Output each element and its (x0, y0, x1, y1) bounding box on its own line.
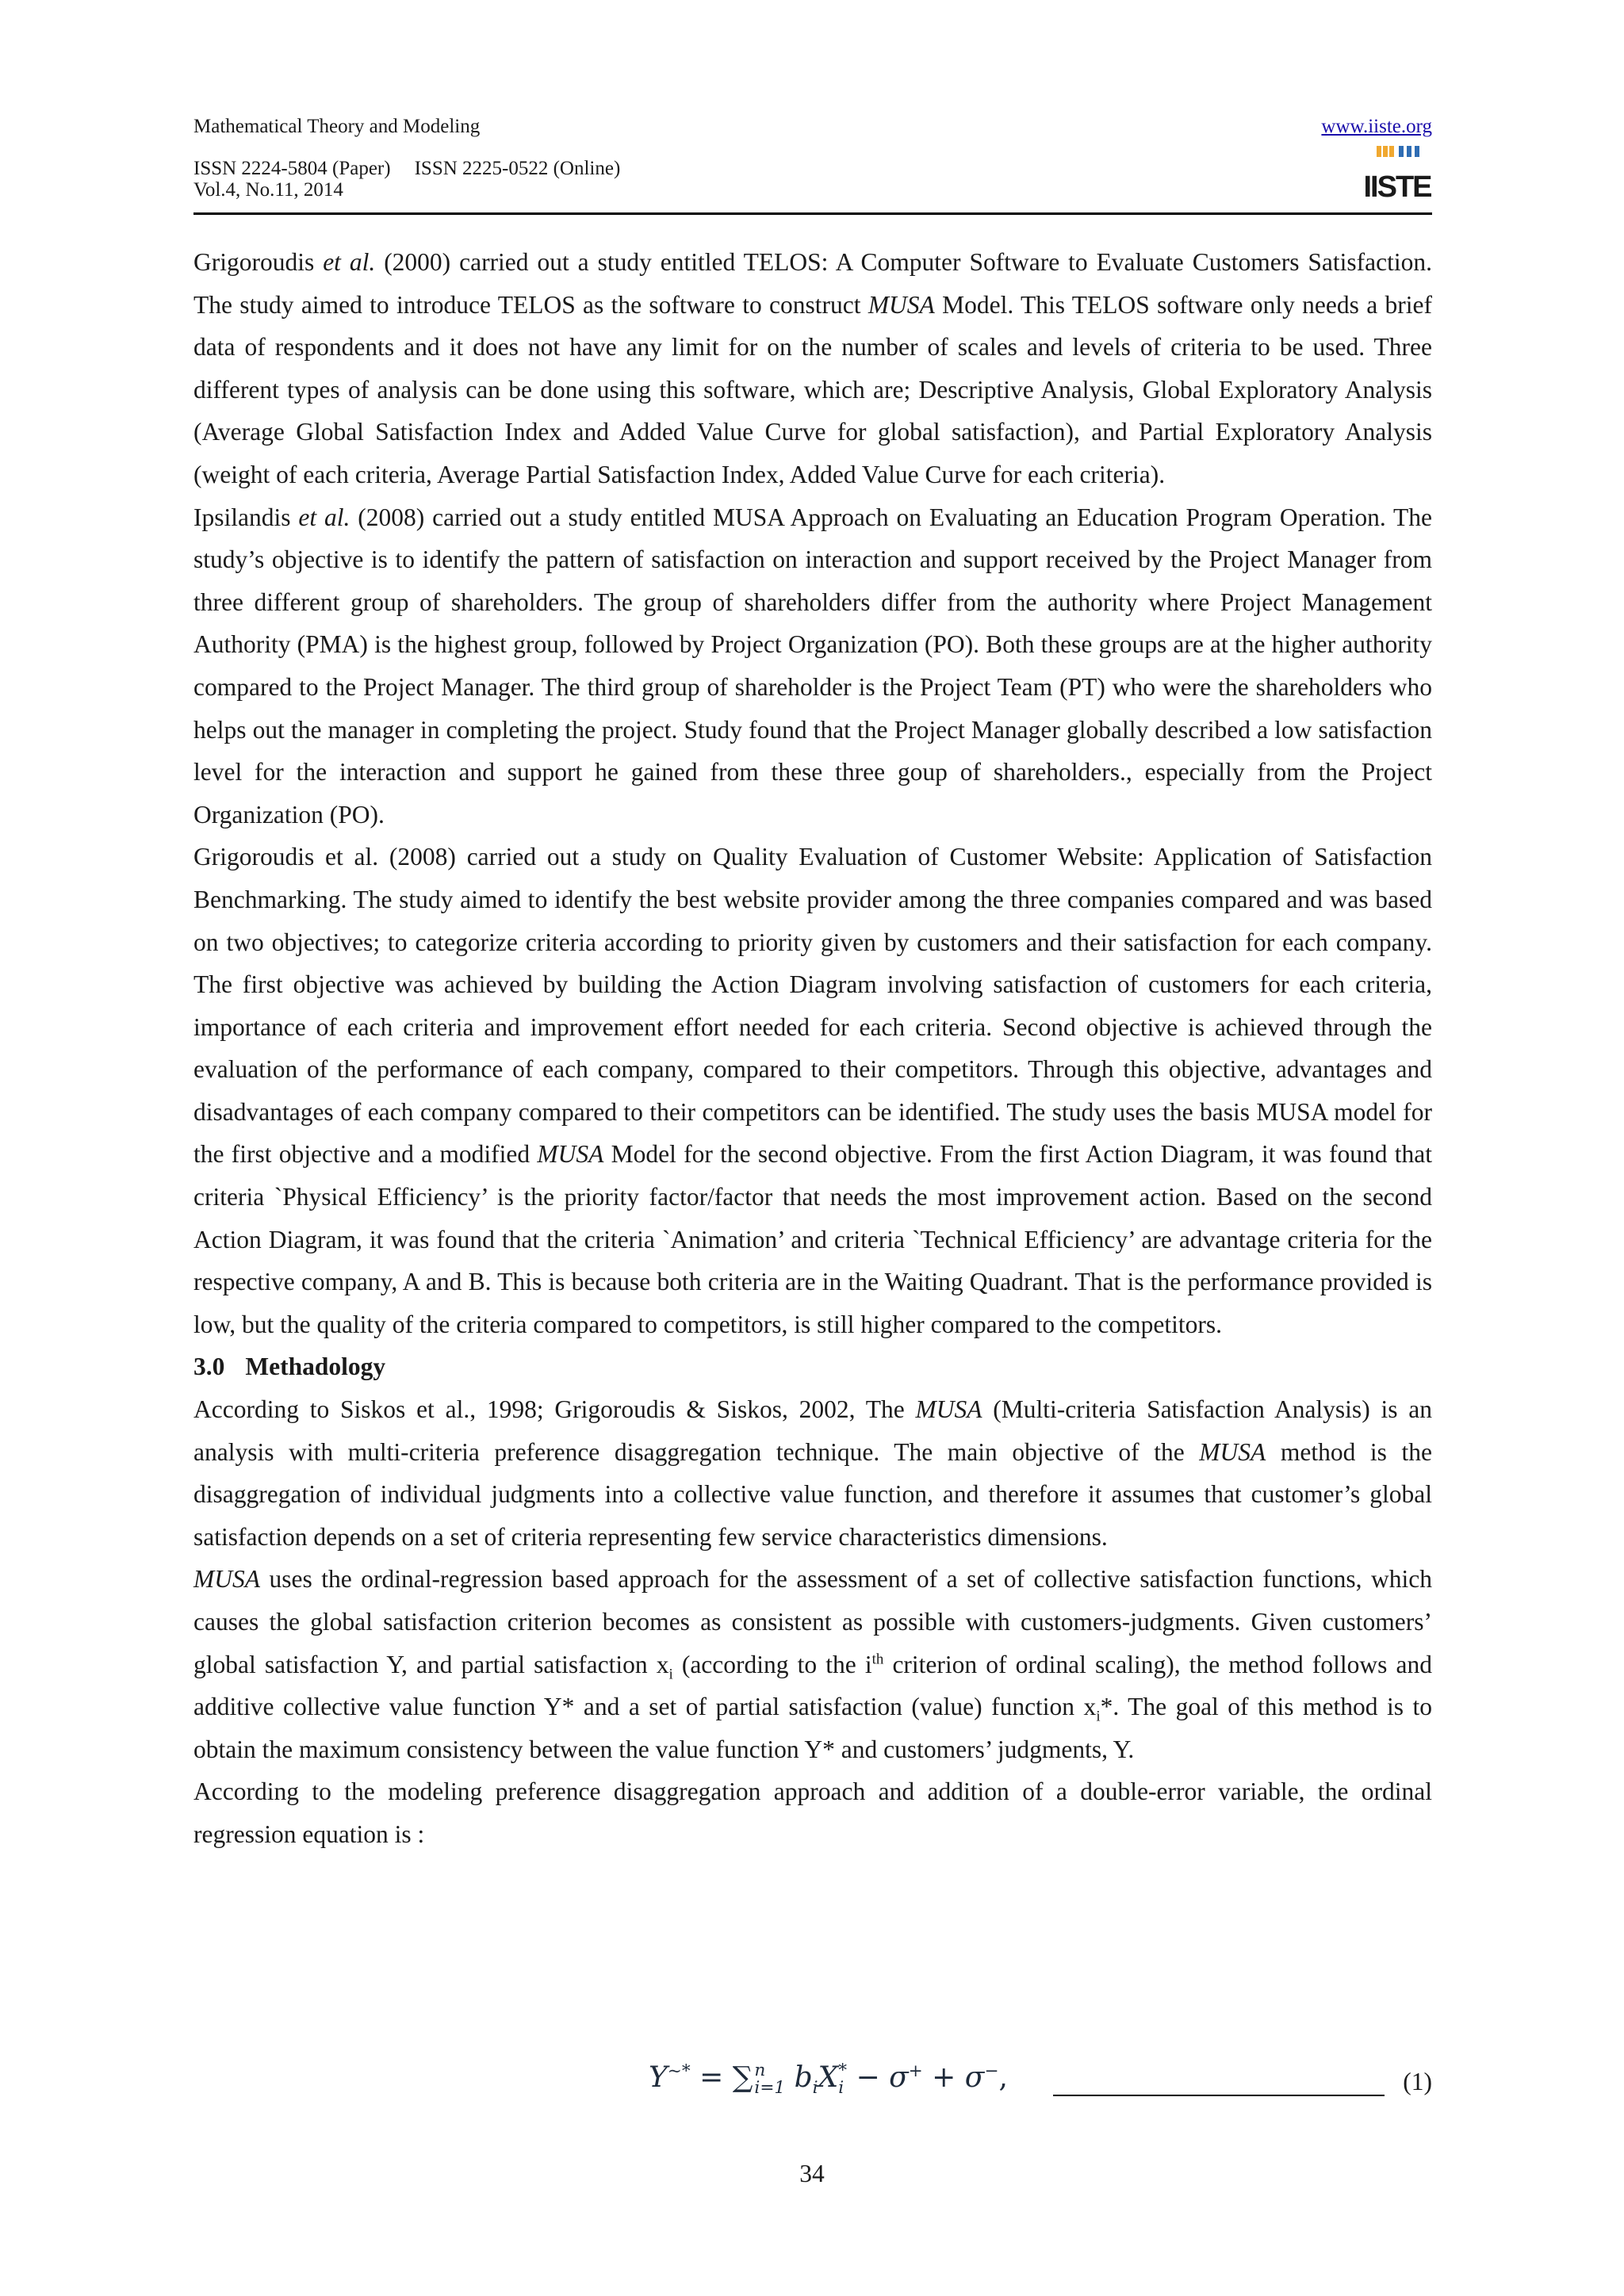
running-header (193, 111, 620, 206)
body-text (193, 241, 1432, 1856)
header-rule (193, 212, 1432, 215)
iiste-logo (1363, 144, 1431, 204)
equation-number: (1) (1403, 2068, 1432, 2095)
paragraph-musa-intro: According to Siskos et al., 1998; Grigoroudis & Siskos, 2002, The MUSA (Multi-criteria Satisfaction Analysis) is an analysis with multi-criteria preference disaggregation technique. The main objective of the MUSA method is the disaggregation of individual judgments into a collective value function, and therefore it assumes that customer’s global satisfaction depends on a set of criteria representing few service characteristics dimensions. (193, 1395, 1432, 1551)
issn-online: ISSN 2225-0522 (Online) (414, 158, 621, 179)
paragraph-regression: According to the modeling preference disaggregation approach and addition of a double-error variable, the ordinal regression equation is : (193, 1777, 1432, 1848)
svg-text:IISTE: IISTE (1363, 170, 1431, 204)
issn-line (193, 143, 621, 179)
equation-underline (1053, 2095, 1385, 2096)
section-heading: 3.0 Methadology (193, 1353, 386, 1381)
paragraph-ipsilandis: Ipsilandis et al. (2008) carried out a study entitled MUSA Approach on Evaluating an Education Program Operation. The study’s objective is to identify the pattern of satisfaction on interaction and support received by the Project Manager from three different group of shareholders. The group of shareholders differ from the authority where Project Management Authority (PMA) is the highest group, followed by Project Organization (PO). Both these groups are at the higher authority compared to the Project Manager. The third group of shareholder is the Project Team (PT) who were the shareholders who helps out the manager in completing the project. Study found that the Project Manager globally described a low satisfaction level for the interaction and support he gained from these three goup of shareholders., especially from the Project Organization (PO). (193, 503, 1432, 828)
equation-expression: Y~* = ∑ n i=1 $b_iX$ * i − σ+ + σ−, (649, 2061, 1008, 2099)
volume-info: Vol.4, No.11, 2014 (193, 179, 343, 201)
journal-name: Mathematical Theory and Modeling (193, 116, 481, 137)
paragraph-telos: Grigoroudis et al. (2000) carried out a study entitled TELOS: A Computer Software to Evaluate Customers Satisfaction. The study aimed to introduce TELOS as the software to construct MUSA Model. This TELOS software only needs a brief data of respondents and it does not have any limit for on the number of scales and levels of criteria to be used. Three different types of analysis can be done using this software, which are; Descriptive Analysis, Global Exploratory Analysis (Average Global Satisfaction Index and Added Value Curve for global satisfaction), and Partial Exploratory Analysis (weight of each criteria, Average Partial Satisfaction Index, Added Value Curve for each criteria). (193, 248, 1432, 488)
paragraph-benchmarking: Grigoroudis et al. (2008) carried out a study on Quality Evaluation of Customer Website: Application of Satisfaction Benchmarking. The study aimed to identify the best website provider among the three companies compared and was based on two objectives; to categorize criteria according to priority given by customers and their satisfaction for each company. The first objective was achieved by building the Action Diagram involving satisfaction of customers for each criteria, importance of each criteria and improvement effort needed for each criteria. Second objective is achieved through the evaluation of the performance of each company, compared to their competitors. Through this objective, advantages and disadvantages of each company compared to their competitors can be identified. The study uses the basis MUSA model for the first objective and a modified MUSA Model for the second objective. From the first Action Diagram, it was found that criteria `Physical Efficiency’ is the priority factor/factor that needs the most improvement action. Based on the second Action Diagram, it was found that the criteria `Animation’ and criteria `Technical Efficiency’ are advantage criteria for the respective company, A and B. This is because both criteria are in the Waiting Quadrant. That is the performance provided is low, but the quality of the criteria compared to competitors, is still higher compared to the competitors. (193, 843, 1432, 1338)
journal-url-link[interactable]: www.iiste.org (1321, 116, 1432, 137)
paragraph-musa-method: MUSA uses the ordinal-regression based approach for the assessment of a set of collective satisfaction functions, which causes the global satisfaction criterion becomes as consistent as possible with customers-judgments. Given customers’ global satisfaction Y, and partial satisfaction $x_i$ (according to the $i^{th}$ criterion of ordinal scaling), the method follows and additive collective value function Y* and a set of partial satisfaction (value) function $x_i*$. The goal of this method is to obtain the maximum consistency between the value function Y* and customers’ judgments, Y. (193, 1565, 1432, 1763)
issn-paper: ISSN 2224-5804 (Paper) (193, 158, 391, 179)
page-number: 34 (799, 2160, 825, 2187)
equation-1 (649, 2061, 1432, 2106)
